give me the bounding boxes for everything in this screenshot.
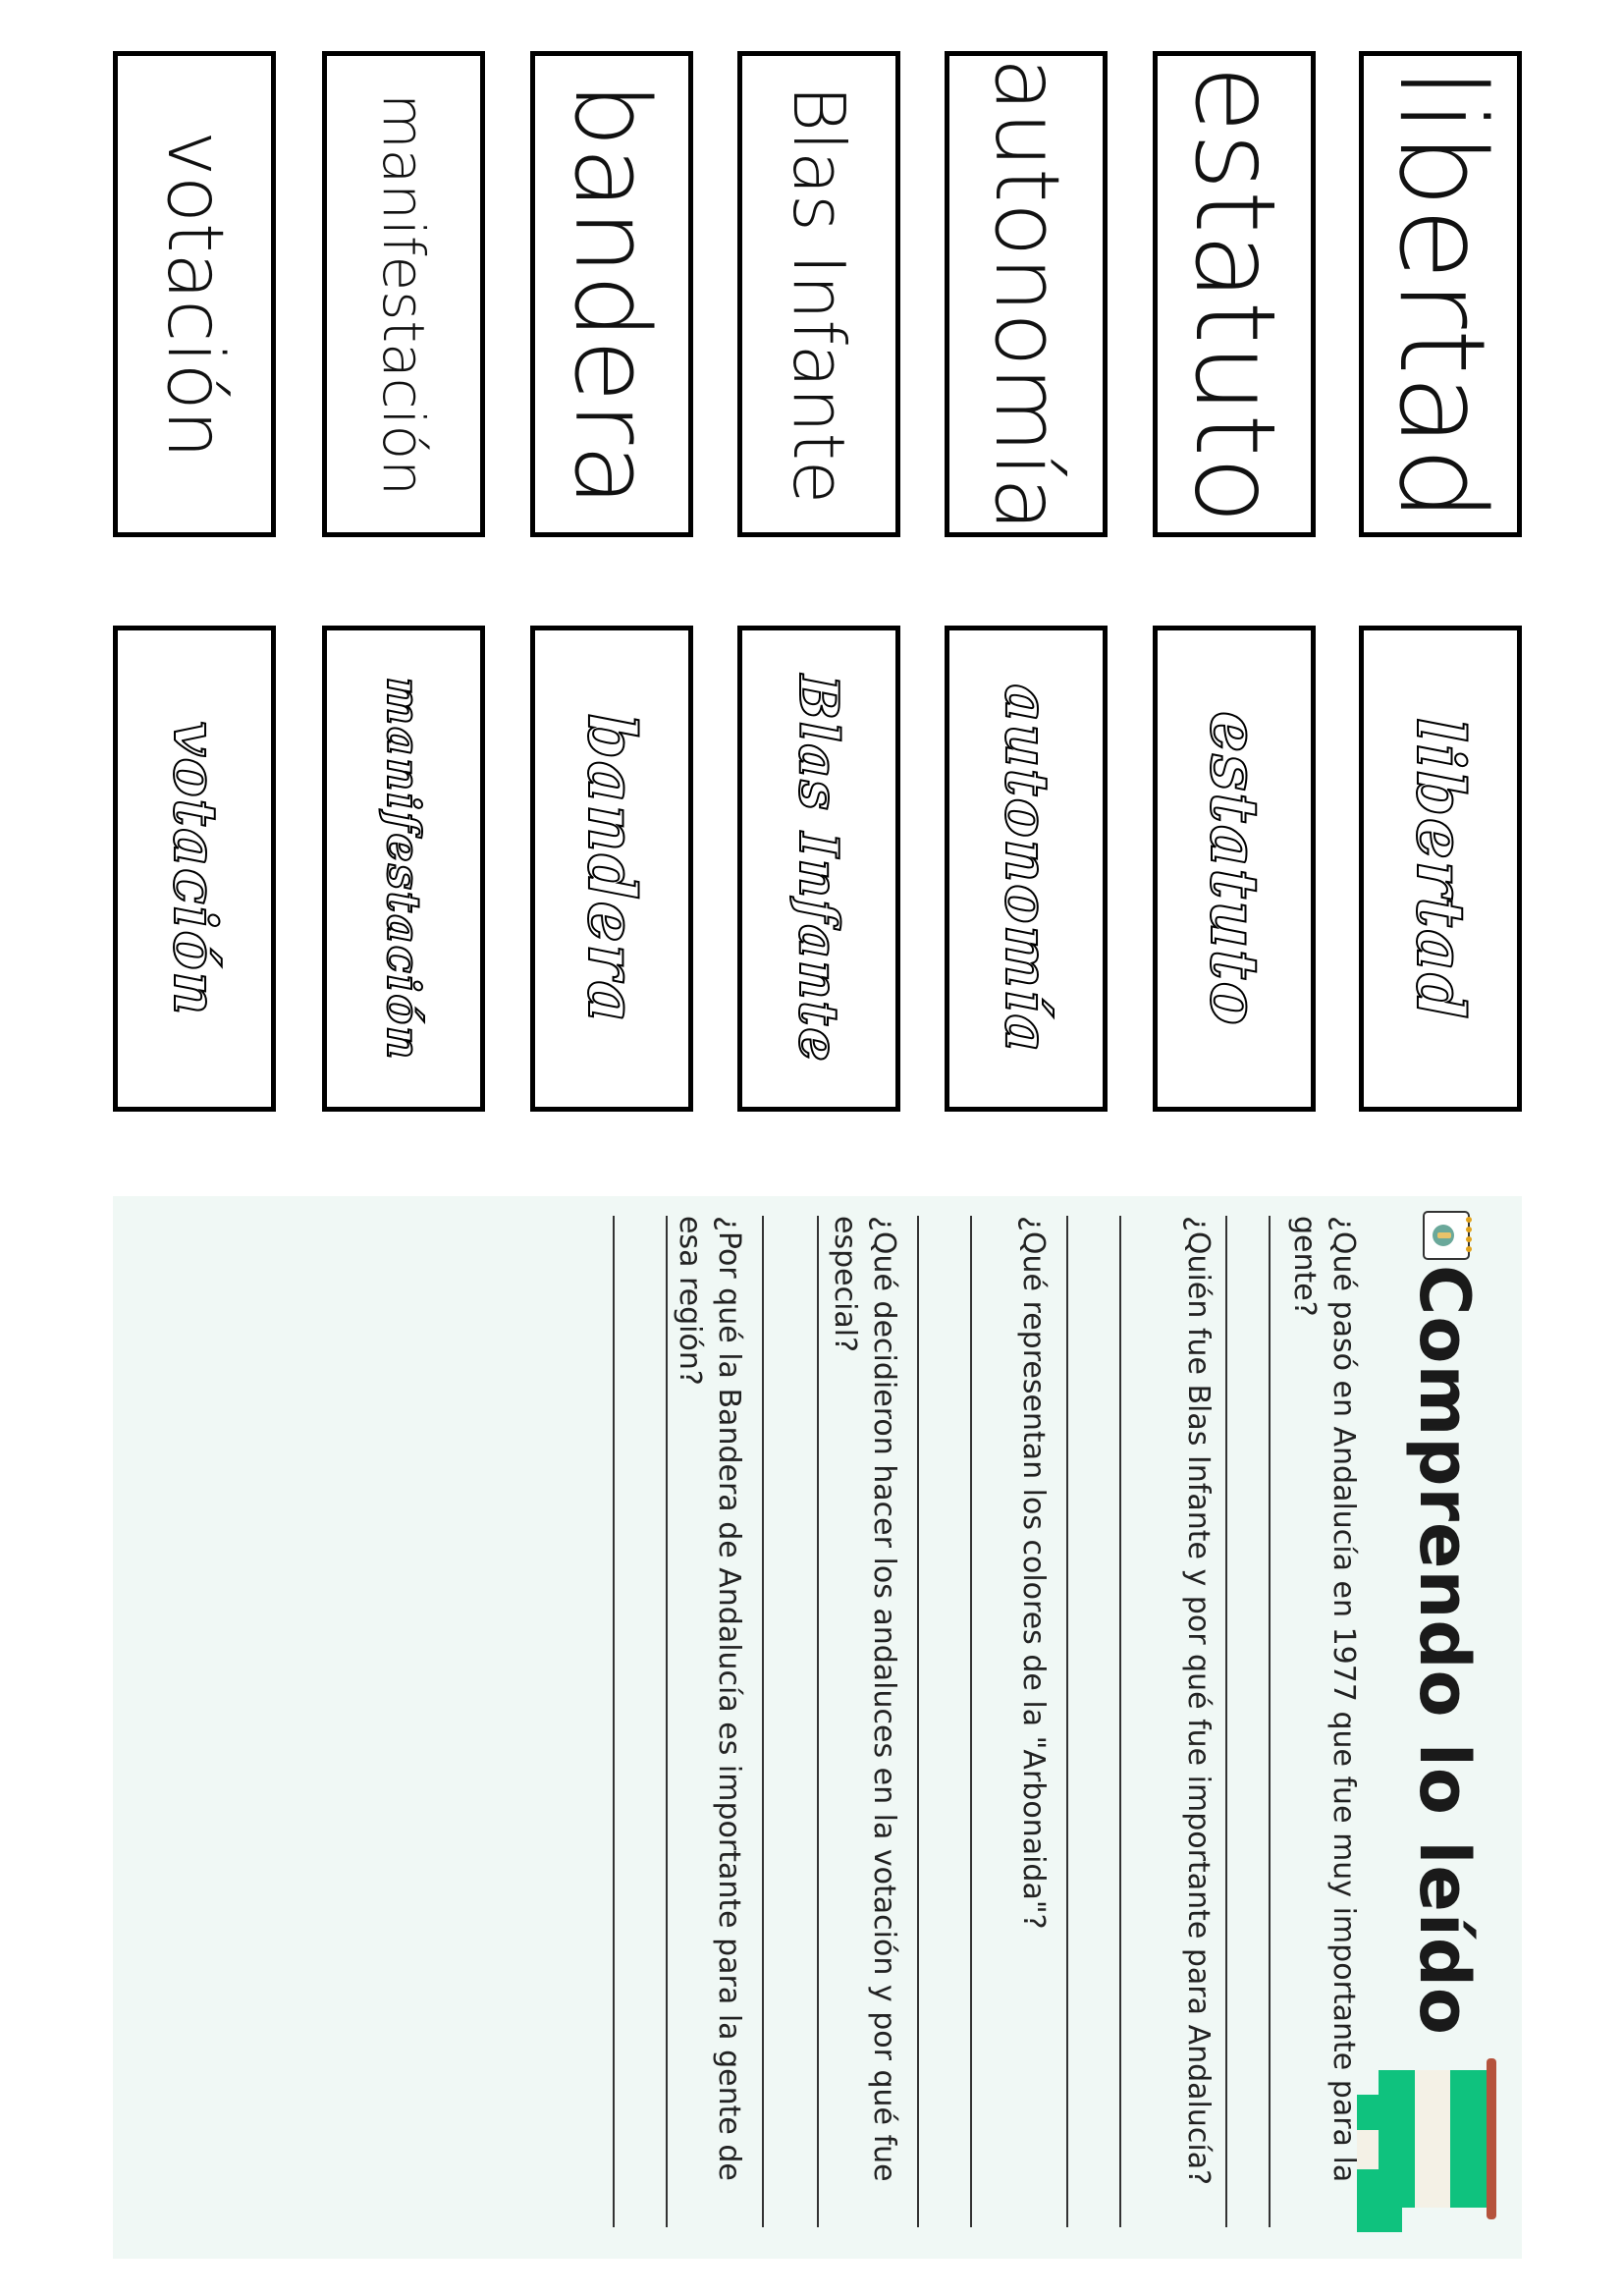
word-card-estatuto — [1153, 51, 1316, 537]
word-card-autonomia — [945, 51, 1108, 537]
word-card-blas-infante — [737, 51, 900, 537]
comprehension-panel — [113, 1196, 1522, 2259]
answer-line[interactable] — [613, 1216, 615, 2227]
word-card-manifestacion — [322, 51, 485, 537]
trace-word-label: Blas Infante — [787, 674, 850, 1064]
word-card-bandera — [530, 51, 693, 537]
word-card-libertad — [1359, 51, 1522, 537]
answer-line[interactable] — [817, 1216, 819, 2227]
trace-card-bandera — [530, 626, 693, 1112]
answer-line[interactable] — [762, 1216, 764, 2227]
answer-line[interactable] — [1119, 1216, 1121, 2227]
word-card-votacion — [113, 51, 276, 537]
trace-card-votacion — [113, 626, 276, 1112]
trace-card-estatuto — [1153, 626, 1316, 1112]
word-label: votación — [150, 130, 239, 459]
trace-word-label: votación — [160, 721, 229, 1016]
trace-word-label: bandera — [573, 713, 650, 1024]
answer-line[interactable] — [1269, 1216, 1271, 2227]
question-1: ¿Qué pasó en Andalucía en 1977 que fue muy importante para la gente? — [1287, 1216, 1361, 2183]
question-5: ¿Por qué la Bandera de Andalucía es importante para la gente de esa región? — [673, 1216, 746, 2181]
comprehension-panel-content — [113, 1196, 1522, 2259]
trace-word-label: manifestación — [377, 676, 430, 1062]
word-label: bandera — [552, 82, 672, 507]
notebook-logo-icon — [1418, 1206, 1477, 1265]
trace-word-label: autonomía — [992, 683, 1060, 1055]
trace-word-label: libertad — [1402, 717, 1479, 1020]
word-label: autonomía — [975, 57, 1078, 531]
answer-line[interactable] — [666, 1216, 668, 2227]
trace-word-label: estatuto — [1196, 710, 1272, 1027]
answer-line[interactable] — [1066, 1216, 1068, 2227]
answer-line[interactable] — [970, 1216, 972, 2227]
question-3: ¿Qué representan los colores de la "Arbonaida"? — [1016, 1216, 1051, 1930]
word-label: Blas Infante — [778, 84, 860, 504]
trace-card-manifestacion — [322, 626, 485, 1112]
word-label: libertad — [1373, 67, 1509, 521]
question-4: ¿Qué decidieron hacer los andaluces en la votación y por qué fue especial? — [828, 1216, 901, 2182]
answer-line[interactable] — [1225, 1216, 1227, 2227]
question-2: ¿Quién fue Blas Infante y por qué fue importante para Andalucía? — [1181, 1216, 1216, 2186]
word-label: manifestación — [370, 92, 437, 496]
trace-card-blas-infante — [737, 626, 900, 1112]
trace-card-libertad — [1359, 626, 1522, 1112]
word-label: estatuto — [1170, 64, 1298, 524]
answer-line[interactable] — [917, 1216, 919, 2227]
page-title: Comprendo lo leído — [1404, 1265, 1485, 2037]
trace-card-autonomia — [945, 626, 1108, 1112]
